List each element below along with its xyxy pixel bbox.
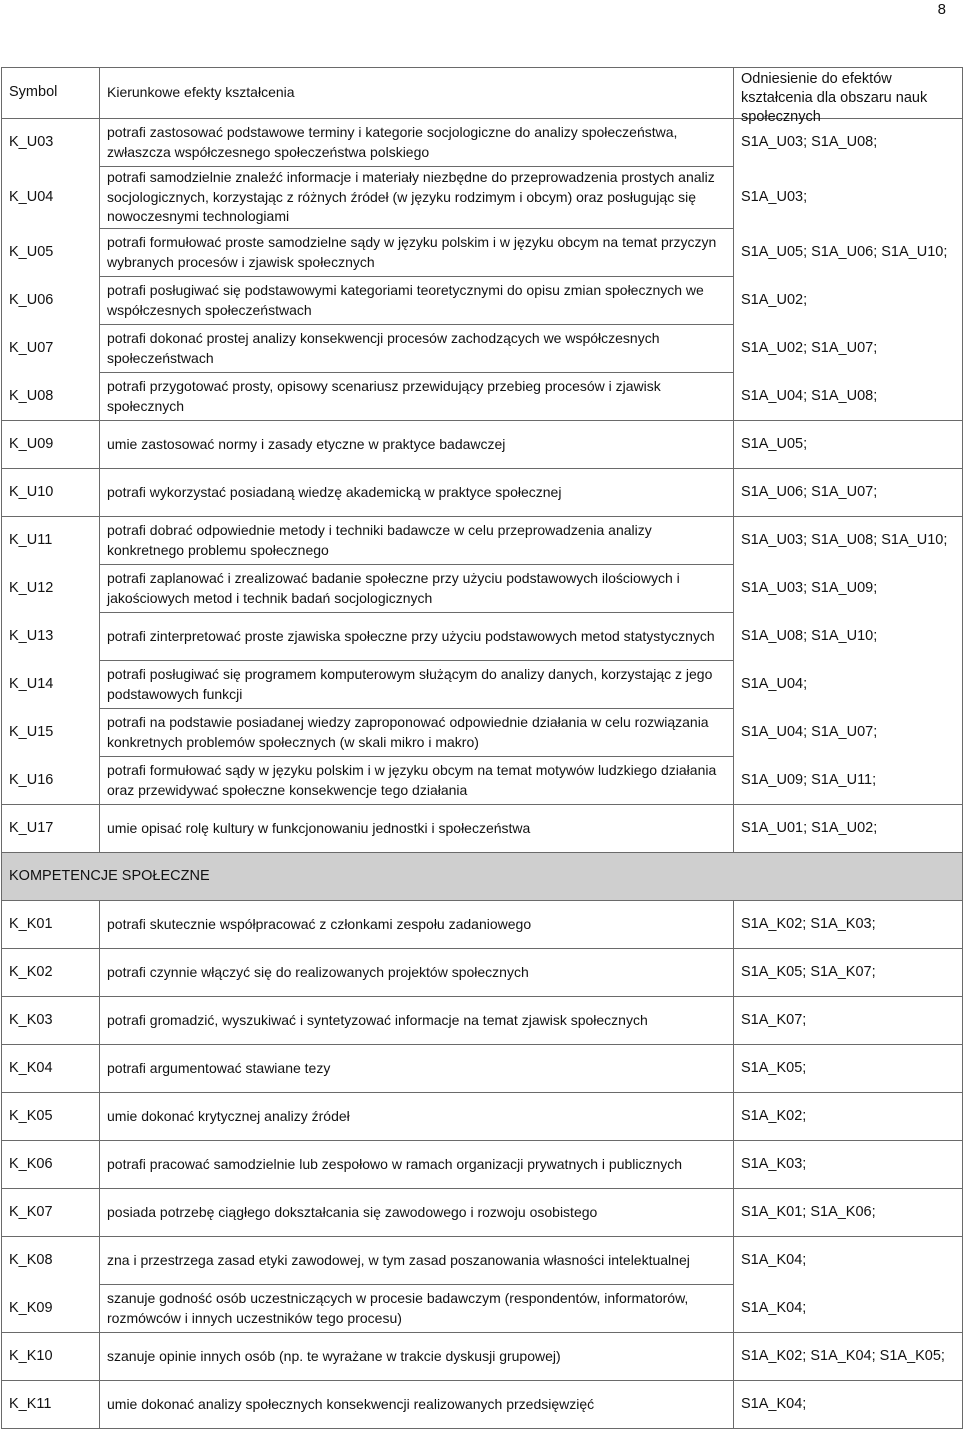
table-row <box>2 1237 963 1285</box>
table-row <box>2 949 963 997</box>
table-row <box>2 1045 963 1093</box>
table-row <box>2 757 963 805</box>
row-reference: S1A_U04; S1A_U07; <box>734 709 963 757</box>
table-row <box>2 997 963 1045</box>
row-outcome-text: potrafi argumentować stawiane tezy <box>100 1045 734 1093</box>
table-row <box>2 1333 963 1381</box>
row-symbol: K_U07 <box>2 325 100 373</box>
row-symbol: K_U04 <box>2 167 100 229</box>
row-symbol: K_U16 <box>2 757 100 805</box>
table-row <box>2 565 963 613</box>
row-symbol: K_U06 <box>2 277 100 325</box>
row-symbol: K_U03 <box>2 119 100 167</box>
row-outcome-text: potrafi skutecznie współpracować z członkami zespołu zadaniowego <box>100 901 734 949</box>
row-outcome-text: potrafi posługiwać się podstawowymi kategoriami teoretycznymi do opisu zmian społecznych we współczesnych społeczeństwach <box>100 277 734 325</box>
row-reference: S1A_U03; <box>734 167 963 229</box>
row-reference: S1A_U05; S1A_U06; S1A_U10; <box>734 229 963 277</box>
table-row <box>2 709 963 757</box>
row-reference: S1A_K07; <box>734 997 963 1045</box>
row-symbol: K_U11 <box>2 517 100 565</box>
row-reference: S1A_U09; S1A_U11; <box>734 757 963 805</box>
row-reference: S1A_U08; S1A_U10; <box>734 613 963 661</box>
row-reference: S1A_U04; S1A_U08; <box>734 373 963 421</box>
table-row <box>2 1381 963 1429</box>
row-outcome-text: potrafi zinterpretować proste zjawiska społeczne przy użyciu podstawowych metod statystycznych <box>100 613 734 661</box>
row-reference: S1A_K04; <box>734 1381 963 1429</box>
row-reference: S1A_U05; <box>734 421 963 469</box>
row-reference: S1A_K04; <box>734 1285 963 1333</box>
row-reference: S1A_U04; <box>734 661 963 709</box>
row-symbol: K_K09 <box>2 1285 100 1333</box>
row-reference: S1A_K04; <box>734 1237 963 1285</box>
outcomes-table <box>1 67 963 1429</box>
section-title: KOMPETENCJE SPOŁECZNE <box>2 853 963 901</box>
row-symbol: K_U09 <box>2 421 100 469</box>
table-row <box>2 661 963 709</box>
header-reference-text: Odniesienie do efektów kształcenia dla obszaru nauk społecznych <box>741 71 928 125</box>
table-row <box>2 421 963 469</box>
row-outcome-text: potrafi zastosować podstawowe terminy i kategorie socjologiczne do analizy społeczeństwa, zwłaszcza współczesnego społeczeństwa polskiego <box>100 119 734 167</box>
table-row <box>2 1285 963 1333</box>
row-symbol: K_U15 <box>2 709 100 757</box>
row-outcome-text: potrafi pracować samodzielnie lub zespołowo w ramach organizacji prywatnych i publicznych <box>100 1141 734 1189</box>
row-symbol: K_U05 <box>2 229 100 277</box>
row-symbol: K_U12 <box>2 565 100 613</box>
row-reference: S1A_U02; <box>734 277 963 325</box>
row-reference: S1A_K02; S1A_K03; <box>734 901 963 949</box>
row-symbol: K_K07 <box>2 1189 100 1237</box>
header-outcomes: Kierunkowe efekty kształcenia <box>100 68 734 119</box>
section-row <box>2 853 963 901</box>
row-outcome-text: szanuje godność osób uczestniczących w procesie badawczym (respondentów, informatorów, rozmówców i innych uczestników tego procesu) <box>100 1285 734 1333</box>
table-row <box>2 325 963 373</box>
row-outcome-text: umie opisać rolę kultury w funkcjonowaniu jednostki i społeczeństwa <box>100 805 734 853</box>
table-row <box>2 167 963 229</box>
row-reference: S1A_K03; <box>734 1141 963 1189</box>
row-symbol: K_U08 <box>2 373 100 421</box>
outcomes-table-container <box>1 67 957 1429</box>
row-symbol: K_K06 <box>2 1141 100 1189</box>
row-outcome-text: zna i przestrzega zasad etyki zawodowej, w tym zasad poszanowania własności intelektualnej <box>100 1237 734 1285</box>
row-symbol: K_U13 <box>2 613 100 661</box>
row-reference: S1A_K02; <box>734 1093 963 1141</box>
row-symbol: K_K11 <box>2 1381 100 1429</box>
table-row <box>2 1189 963 1237</box>
row-outcome-text: potrafi formułować proste samodzielne sądy w języku polskim i w języku obcym na temat przyczyn wybranych procesów i zjawisk społecznych <box>100 229 734 277</box>
row-outcome-text: umie zastosować normy i zasady etyczne w praktyce badawczej <box>100 421 734 469</box>
row-reference: S1A_U06; S1A_U07; <box>734 469 963 517</box>
table-row <box>2 277 963 325</box>
row-symbol: K_K04 <box>2 1045 100 1093</box>
row-reference: S1A_U01; S1A_U02; <box>734 805 963 853</box>
row-reference: S1A_K01; S1A_K06; <box>734 1189 963 1237</box>
row-symbol: K_U14 <box>2 661 100 709</box>
row-outcome-text: potrafi na podstawie posiadanej wiedzy zaproponować odpowiednie działania w celu rozwiązania konkretnych problemów społecznych (w skali mikro i makro) <box>100 709 734 757</box>
row-outcome-text: szanuje opinie innych osób (np. te wyrażane w trakcie dyskusji grupowej) <box>100 1333 734 1381</box>
header-symbol: Symbol <box>2 68 100 119</box>
table-row <box>2 517 963 565</box>
table-header-row <box>2 68 963 119</box>
row-outcome-text: potrafi posługiwać się programem komputerowym służącym do analizy danych, korzystając z jego podstawowych funkcji <box>100 661 734 709</box>
row-symbol: K_K01 <box>2 901 100 949</box>
row-reference: S1A_K05; S1A_K07; <box>734 949 963 997</box>
row-symbol: K_K08 <box>2 1237 100 1285</box>
row-reference: S1A_U03; S1A_U09; <box>734 565 963 613</box>
table-row <box>2 1141 963 1189</box>
row-outcome-text: potrafi dokonać prostej analizy konsekwencji procesów zachodzących we współczesnych społeczeństwach <box>100 325 734 373</box>
row-outcome-text: potrafi dobrać odpowiednie metody i techniki badawcze w celu przeprowadzenia analizy konkretnego problemu społecznego <box>100 517 734 565</box>
row-outcome-text: potrafi czynnie włączyć się do realizowanych projektów społecznych <box>100 949 734 997</box>
row-symbol: K_K10 <box>2 1333 100 1381</box>
row-outcome-text: potrafi przygotować prosty, opisowy scenariusz przewidujący przebieg procesów i zjawisk społecznych <box>100 373 734 421</box>
table-row <box>2 613 963 661</box>
row-reference: S1A_U03; S1A_U08; S1A_U10; <box>734 517 963 565</box>
row-outcome-text: potrafi wykorzystać posiadaną wiedzę akademicką w praktyce społecznej <box>100 469 734 517</box>
row-reference: S1A_K05; <box>734 1045 963 1093</box>
row-outcome-text: potrafi zaplanować i zrealizować badanie społeczne przy użyciu podstawowych ilościowych i jakościowych metod i technik badań socjologicznych <box>100 565 734 613</box>
row-reference: S1A_U03; S1A_U08; <box>734 119 963 167</box>
row-symbol: K_U10 <box>2 469 100 517</box>
row-symbol: K_K03 <box>2 997 100 1045</box>
row-outcome-text: posiada potrzebę ciągłego dokształcania się zawodowego i rozwoju osobistego <box>100 1189 734 1237</box>
row-symbol: K_U17 <box>2 805 100 853</box>
header-reference <box>734 68 963 125</box>
row-outcome-text: potrafi samodzielnie znaleźć informacje i materiały niezbędne do przeprowadzenia prostych analiz socjologicznych, korzystając z różnych źródeł (w języku rodzimym i obcym) oraz posługując się nowoczesnymi technologiami <box>100 167 734 229</box>
table-row <box>2 229 963 277</box>
row-reference: S1A_K02; S1A_K04; S1A_K05; <box>734 1333 963 1381</box>
row-reference: S1A_U02; S1A_U07; <box>734 325 963 373</box>
row-symbol: K_K05 <box>2 1093 100 1141</box>
row-outcome-text: potrafi gromadzić, wyszukiwać i syntetyzować informacje na temat zjawisk społecznych <box>100 997 734 1045</box>
page-number: 8 <box>937 1 946 18</box>
row-outcome-text: umie dokonać analizy społecznych konsekwencji realizowanych przedsięwzięć <box>100 1381 734 1429</box>
row-outcome-text: potrafi formułować sądy w języku polskim i w języku obcym na temat motywów ludzkiego działania oraz przewidywać społeczne konsekwencje tego działania <box>100 757 734 805</box>
table-row <box>2 469 963 517</box>
row-symbol: K_K02 <box>2 949 100 997</box>
row-outcome-text: umie dokonać krytycznej analizy źródeł <box>100 1093 734 1141</box>
table-row <box>2 373 963 421</box>
table-row <box>2 901 963 949</box>
table-row <box>2 1093 963 1141</box>
table-row <box>2 805 963 853</box>
